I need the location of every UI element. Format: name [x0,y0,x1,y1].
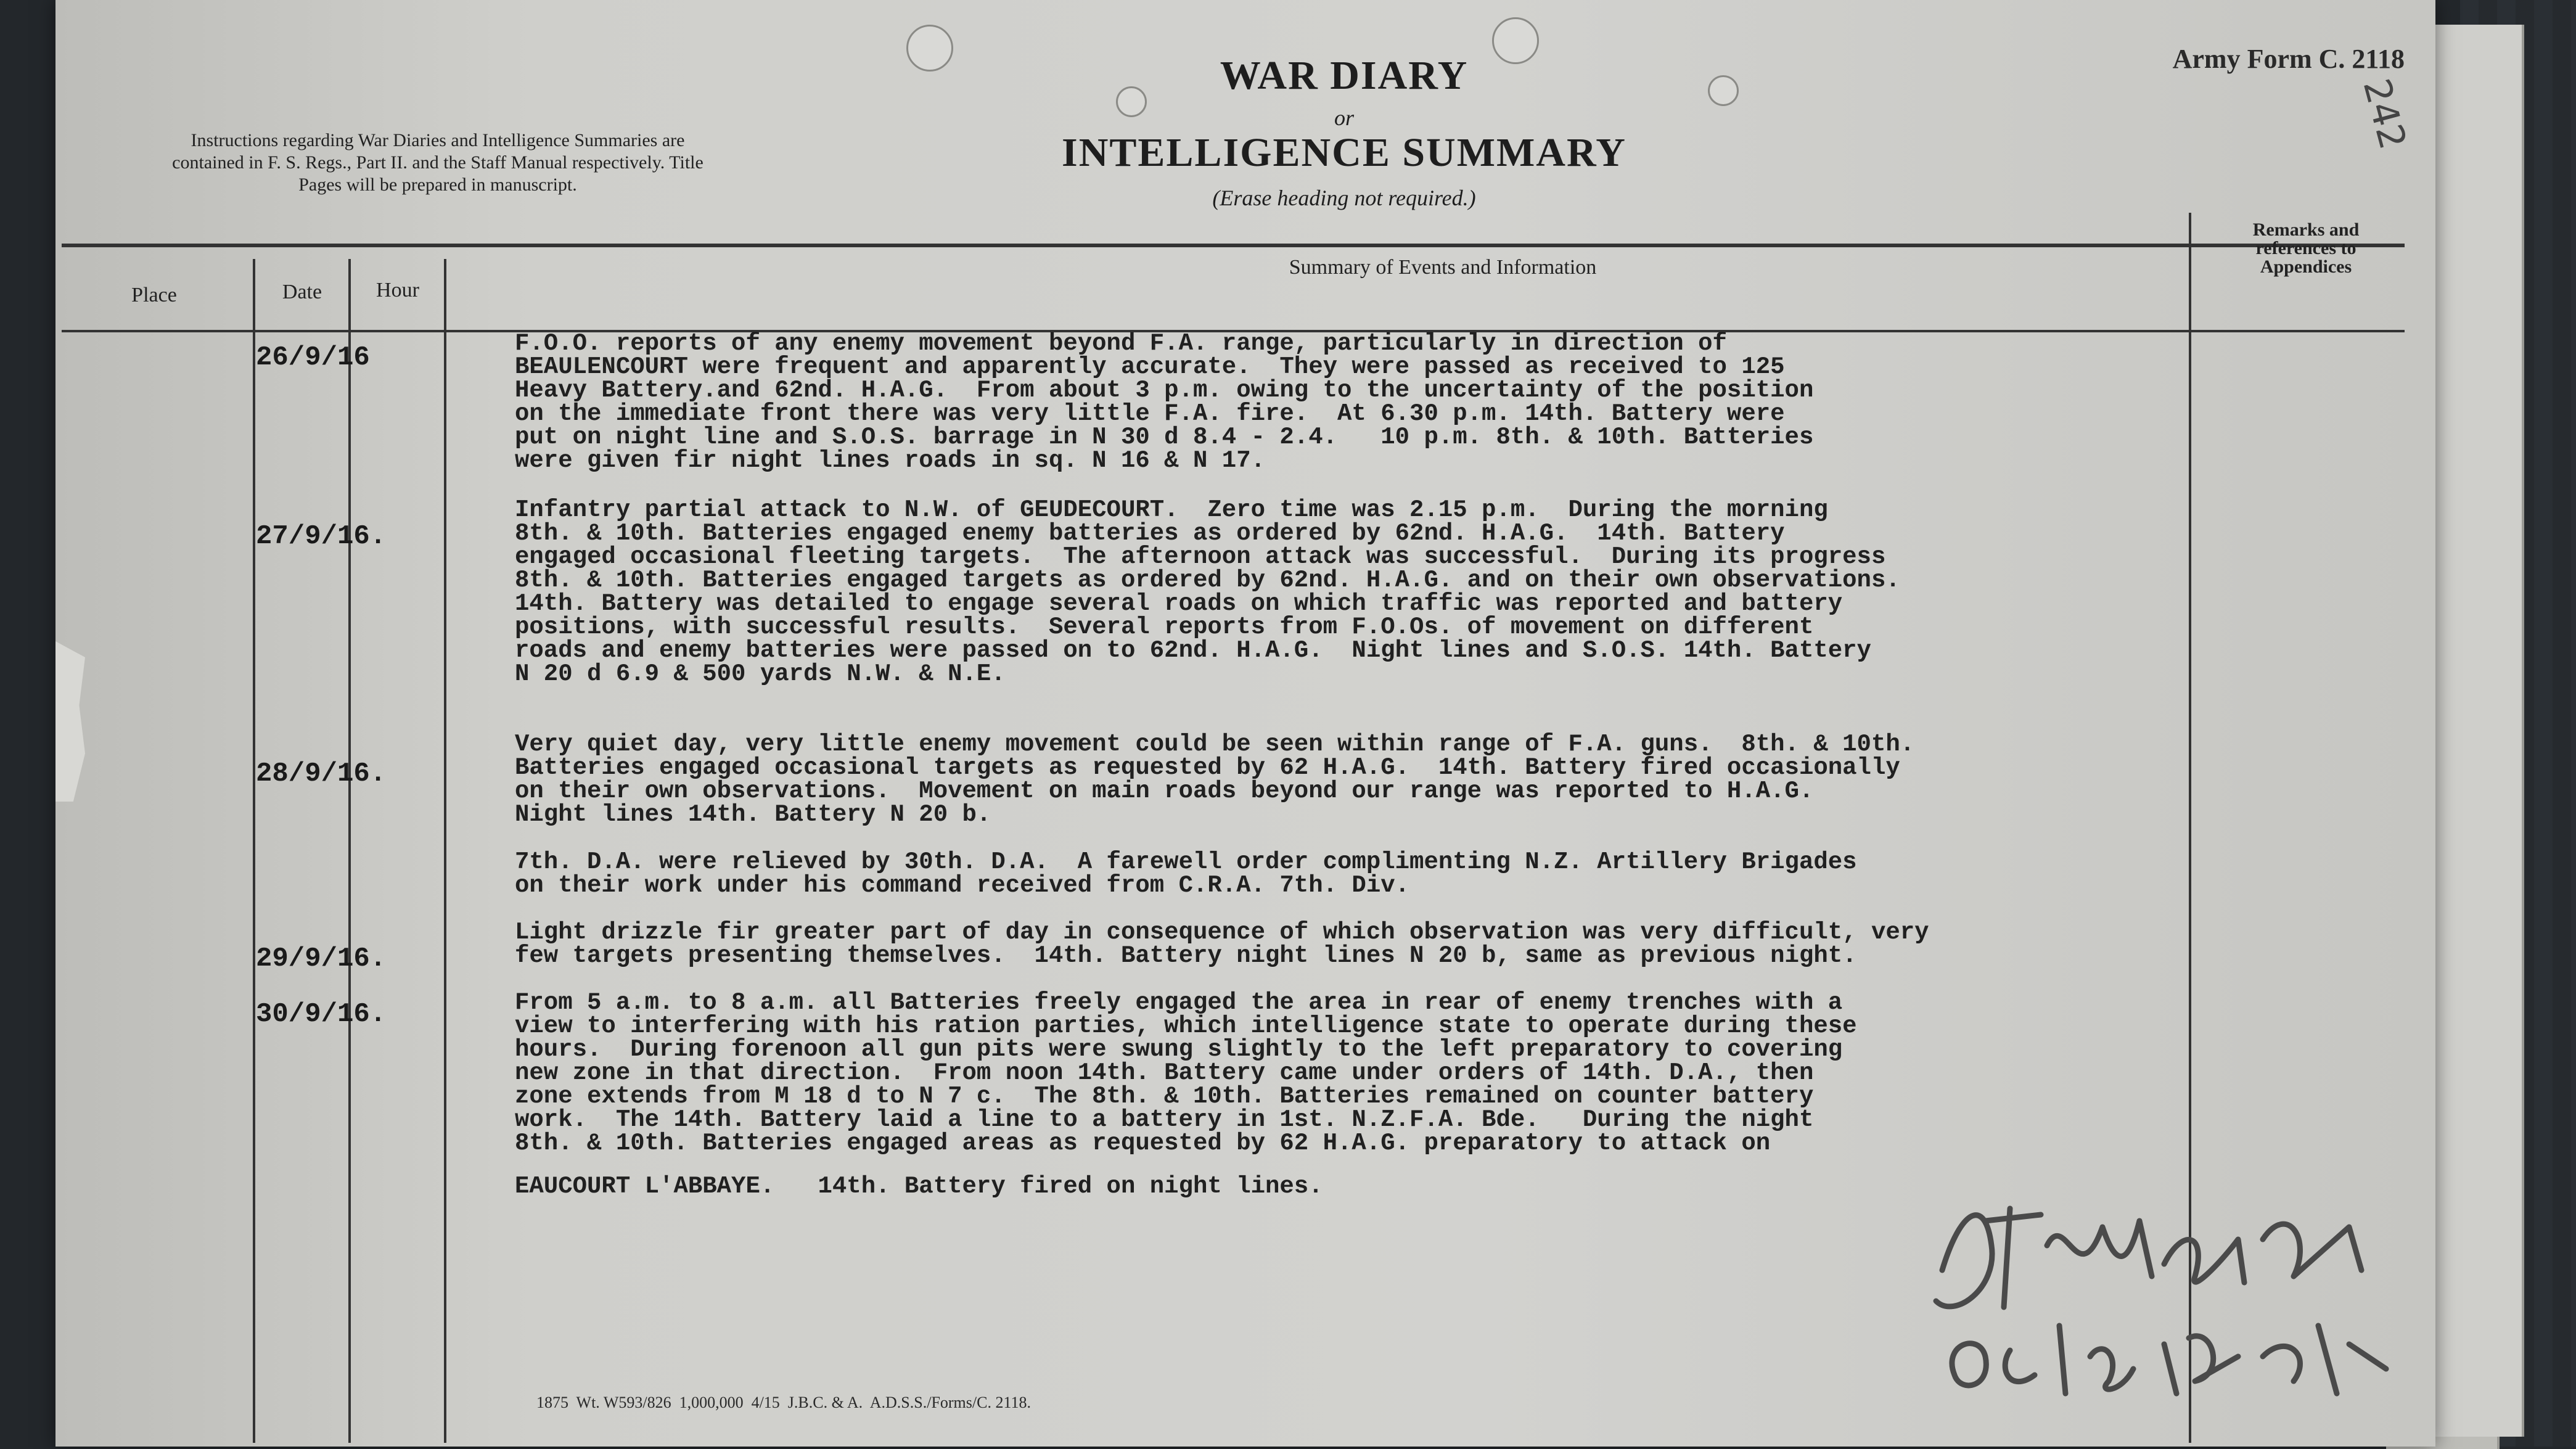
entry-date: 28/9/16. [256,758,387,789]
diary-line: From 5 a.m. to 8 a.m. all Batteries freely engaged the area in rear of enemy trenches with a [515,989,1843,1016]
diary-line: 7th. D.A. were relieved by 30th. D.A. A farewell order complimenting N.Z. Artillery Brigades [515,848,1857,876]
diary-line: 8th. & 10th. Batteries engaged areas as requested by 62 H.A.G. preparatory to attack on [515,1130,1771,1157]
diary-line: 14th. Battery was detailed to engage several roads on which traffic was reported and battery [515,590,1843,617]
remarks-line: references to [2255,238,2357,258]
entry-date: 26/9/16 [256,342,370,373]
remarks-line: Appendices [2260,257,2352,277]
column-header-date: Date [282,281,322,303]
column-header-remarks [2201,221,2411,276]
diary-line: BEAULENCOURT were frequent and apparently accurate. They were passed as received to 125 [515,353,1785,380]
diary-line: roads and enemy batteries were passed on to 62nd. H.A.G. Night lines and S.O.S. 14th. Battery [515,637,1871,664]
war-diary-page [55,0,2435,1447]
diary-line: Infantry partial attack to N.W. of GEUDECOURT. Zero time was 2.15 p.m. During the morning [515,496,1828,523]
diary-line: Batteries engaged occasional targets as requested by 62 H.A.G. 14th. Battery fired occasionally [515,754,1900,781]
diary-line: hours. During forenoon all gun pits were swung slightly to the left preparatory to covering [515,1036,1843,1063]
punch-hole-icon [906,25,953,72]
entry-date: 30/9/16. [256,999,387,1030]
punch-hole-icon [1708,75,1739,106]
diary-line: Heavy Battery.and 62nd. H.A.G. From about 3 p.m. owing to the uncertainty of the position [515,377,1814,404]
diary-line: were given fir night lines roads in sq. N 16 & N 17. [515,447,1265,474]
army-form-number: Army Form C. 2118 [2172,44,2405,74]
diary-line: EAUCOURT L'ABBAYE. 14th. Battery fired on night lines. [515,1173,1323,1200]
form-footer: 1875 Wt. W593/826 1,000,000 4/15 J.B.C. & A. A.D.S.S./Forms/C. 2118. [536,1394,1032,1411]
column-header-place: Place [131,284,177,306]
header-top-rule [62,244,2405,247]
column-header-summary: Summary of Events and Information [1289,256,1597,279]
page-number: 242 [2354,74,2414,154]
title-war-diary: WAR DIARY [1220,53,1469,98]
column-divider [348,259,351,1443]
diary-line: Very quiet day, very little enemy movement could be seen within range of F.A. guns. 8th. & 10th. [515,731,1915,758]
column-divider [253,259,255,1443]
diary-line: view to interfering with his ration parties, which intelligence state to operate during these [515,1012,1857,1040]
diary-line: engaged occasional fleeting targets. The afternoon attack was successful. During its progress [515,543,1886,570]
diary-line: 8th. & 10th. Batteries engaged enemy batteries as ordered by 62nd. H.A.G. 14th. Battery [515,520,1785,547]
torn-paper-scrap [55,641,85,802]
title-intelligence-summary: INTELLIGENCE SUMMARY [1062,130,1626,175]
diary-line: on their work under his command received from C.R.A. 7th. Div. [515,872,1410,899]
entry-date: 29/9/16. [256,943,387,974]
column-divider [444,259,446,1443]
diary-line: N 20 d 6.9 & 500 yards N.W. & N.E. [515,660,1006,688]
diary-line: on their own observations. Movement on main roads beyond our range was reported to H.A.G. [515,778,1814,805]
title-or: or [1334,105,1354,130]
diary-line: new zone in that direction. From noon 14th. Battery came under orders of 14th. D.A., then [515,1059,1814,1086]
diary-line: zone extends from M 18 d to N 7 c. The 8th. & 10th. Batteries remained on counter battery [515,1083,1814,1110]
diary-line: Light drizzle fir greater part of day in consequence of which observation was very difficult, very [515,919,1929,946]
column-header-hour: Hour [376,279,419,302]
instructions-note: Instructions regarding War Diaries and Intelligence Summaries are contained in F. S. Regs., Part II. and the Staff Manual respectively. Title Pages will be prepared in manuscript. [172,130,703,195]
diary-line: few targets presenting themselves. 14th. Battery night lines N 20 b, same as previous night. [515,942,1857,969]
diary-line: 8th. & 10th. Batteries engaged targets as ordered by 62nd. H.A.G. and on their own observations. [515,567,1900,594]
diary-line: Night lines 14th. Battery N 20 b. [515,801,991,828]
entry-date: 27/9/16. [256,521,387,552]
signature-icon [1918,1172,2442,1431]
diary-line: F.O.O. reports of any enemy movement beyond F.A. range, particularly in direction of [515,330,1727,357]
diary-line: on the immediate front there was very little F.A. fire. At 6.30 p.m. 14th. Battery were [515,400,1785,427]
diary-line: positions, with successful results. Several reports from F.O.Os. of movement on different [515,614,1814,641]
erase-heading-note: (Erase heading not required.) [1212,186,1476,210]
diary-line: put on night line and S.O.S. barrage in N 30 d 8.4 - 2.4. 10 p.m. 8th. & 10th. Batteries [515,424,1814,451]
remarks-line: Remarks and [2252,220,2360,240]
diary-line: work. The 14th. Battery laid a line to a battery in 1st. N.Z.F.A. Bde. During the night [515,1106,1814,1133]
